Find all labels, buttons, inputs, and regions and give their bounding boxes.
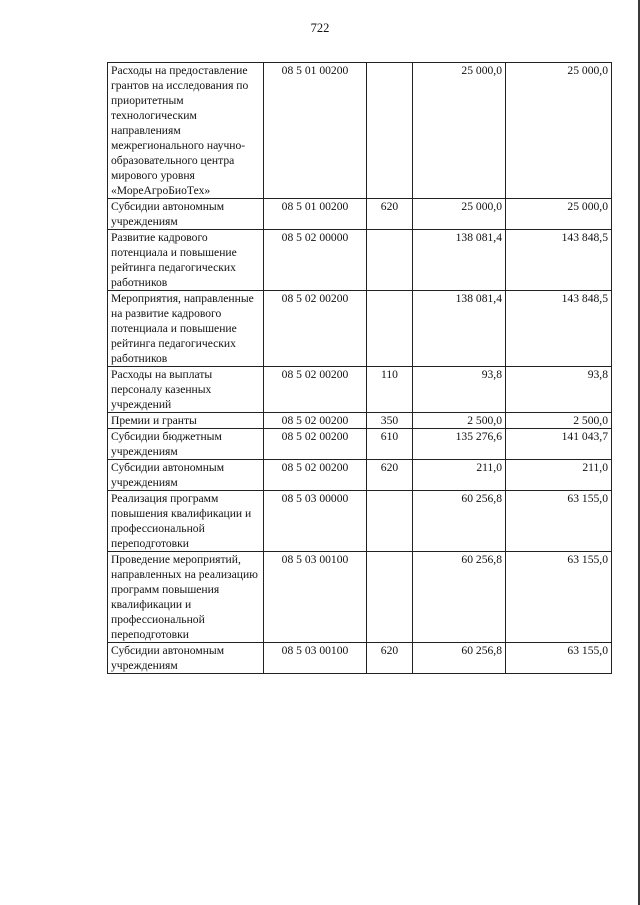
row-code-cell: 08 5 03 00100 bbox=[264, 552, 367, 643]
row-name-cell: Реализация программ повышения квалификации и профессиональной переподготовки bbox=[108, 491, 264, 552]
row-expense-type-cell bbox=[367, 63, 413, 199]
row-name-cell: Развитие кадрового потенциала и повышение рейтинга педагогических работников bbox=[108, 230, 264, 291]
row-year2-amount-cell: 143 848,5 bbox=[506, 230, 612, 291]
row-year1-amount-cell: 25 000,0 bbox=[413, 63, 506, 199]
row-expense-type-cell: 350 bbox=[367, 413, 413, 429]
budget-table bbox=[107, 62, 612, 674]
row-code-cell: 08 5 02 00200 bbox=[264, 291, 367, 367]
row-year1-amount-cell: 93,8 bbox=[413, 367, 506, 413]
row-name-cell: Субсидии автономным учреждениям bbox=[108, 460, 264, 491]
row-name-cell: Премии и гранты bbox=[108, 413, 264, 429]
row-name-cell: Субсидии автономным учреждениям bbox=[108, 643, 264, 674]
row-name-cell: Субсидии автономным учреждениям bbox=[108, 199, 264, 230]
row-year1-amount-cell: 135 276,6 bbox=[413, 429, 506, 460]
row-year2-amount-cell: 2 500,0 bbox=[506, 413, 612, 429]
row-code-cell: 08 5 01 00200 bbox=[264, 199, 367, 230]
row-code-cell: 08 5 03 00100 bbox=[264, 643, 367, 674]
row-name-cell: Расходы на предоставление грантов на исследования по приоритетным технологическим направлениям межрегионального научно-образовательного центра мирового уровня «МореАгроБиоТех» bbox=[108, 63, 264, 199]
row-year1-amount-cell: 2 500,0 bbox=[413, 413, 506, 429]
table-row bbox=[108, 552, 612, 643]
row-expense-type-cell bbox=[367, 230, 413, 291]
budget-table-body bbox=[108, 63, 612, 674]
table-row bbox=[108, 643, 612, 674]
row-name-cell: Расходы на выплаты персоналу казенных учреждений bbox=[108, 367, 264, 413]
row-expense-type-cell: 610 bbox=[367, 429, 413, 460]
row-expense-type-cell: 110 bbox=[367, 367, 413, 413]
row-expense-type-cell: 620 bbox=[367, 643, 413, 674]
row-year2-amount-cell: 143 848,5 bbox=[506, 291, 612, 367]
row-code-cell: 08 5 02 00000 bbox=[264, 230, 367, 291]
row-year1-amount-cell: 60 256,8 bbox=[413, 643, 506, 674]
row-expense-type-cell bbox=[367, 291, 413, 367]
table-row bbox=[108, 460, 612, 491]
row-code-cell: 08 5 02 00200 bbox=[264, 413, 367, 429]
row-expense-type-cell: 620 bbox=[367, 199, 413, 230]
row-name-cell: Мероприятия, направленные на развитие кадрового потенциала и повышение рейтинга педагогических работников bbox=[108, 291, 264, 367]
row-code-cell: 08 5 02 00200 bbox=[264, 460, 367, 491]
row-name-cell: Проведение мероприятий, направленных на реализацию программ повышения квалификации и профессиональной переподготовки bbox=[108, 552, 264, 643]
table-row bbox=[108, 63, 612, 199]
row-year2-amount-cell: 211,0 bbox=[506, 460, 612, 491]
row-year2-amount-cell: 63 155,0 bbox=[506, 643, 612, 674]
row-expense-type-cell: 620 bbox=[367, 460, 413, 491]
table-row bbox=[108, 491, 612, 552]
table-row bbox=[108, 199, 612, 230]
page-number: 722 bbox=[310, 21, 330, 35]
row-year2-amount-cell: 141 043,7 bbox=[506, 429, 612, 460]
row-year2-amount-cell: 63 155,0 bbox=[506, 552, 612, 643]
table-row bbox=[108, 230, 612, 291]
row-name-cell: Субсидии бюджетным учреждениям bbox=[108, 429, 264, 460]
row-code-cell: 08 5 03 00000 bbox=[264, 491, 367, 552]
row-code-cell: 08 5 02 00200 bbox=[264, 429, 367, 460]
table-row bbox=[108, 429, 612, 460]
row-year1-amount-cell: 60 256,8 bbox=[413, 552, 506, 643]
row-year2-amount-cell: 63 155,0 bbox=[506, 491, 612, 552]
row-year1-amount-cell: 211,0 bbox=[413, 460, 506, 491]
row-expense-type-cell bbox=[367, 552, 413, 643]
table-row bbox=[108, 291, 612, 367]
row-code-cell: 08 5 02 00200 bbox=[264, 367, 367, 413]
row-year2-amount-cell: 93,8 bbox=[506, 367, 612, 413]
row-year1-amount-cell: 138 081,4 bbox=[413, 230, 506, 291]
row-year1-amount-cell: 138 081,4 bbox=[413, 291, 506, 367]
row-code-cell: 08 5 01 00200 bbox=[264, 63, 367, 199]
row-year1-amount-cell: 60 256,8 bbox=[413, 491, 506, 552]
row-year1-amount-cell: 25 000,0 bbox=[413, 199, 506, 230]
row-expense-type-cell bbox=[367, 491, 413, 552]
row-year2-amount-cell: 25 000,0 bbox=[506, 199, 612, 230]
row-year2-amount-cell: 25 000,0 bbox=[506, 63, 612, 199]
table-row bbox=[108, 367, 612, 413]
table-row bbox=[108, 413, 612, 429]
